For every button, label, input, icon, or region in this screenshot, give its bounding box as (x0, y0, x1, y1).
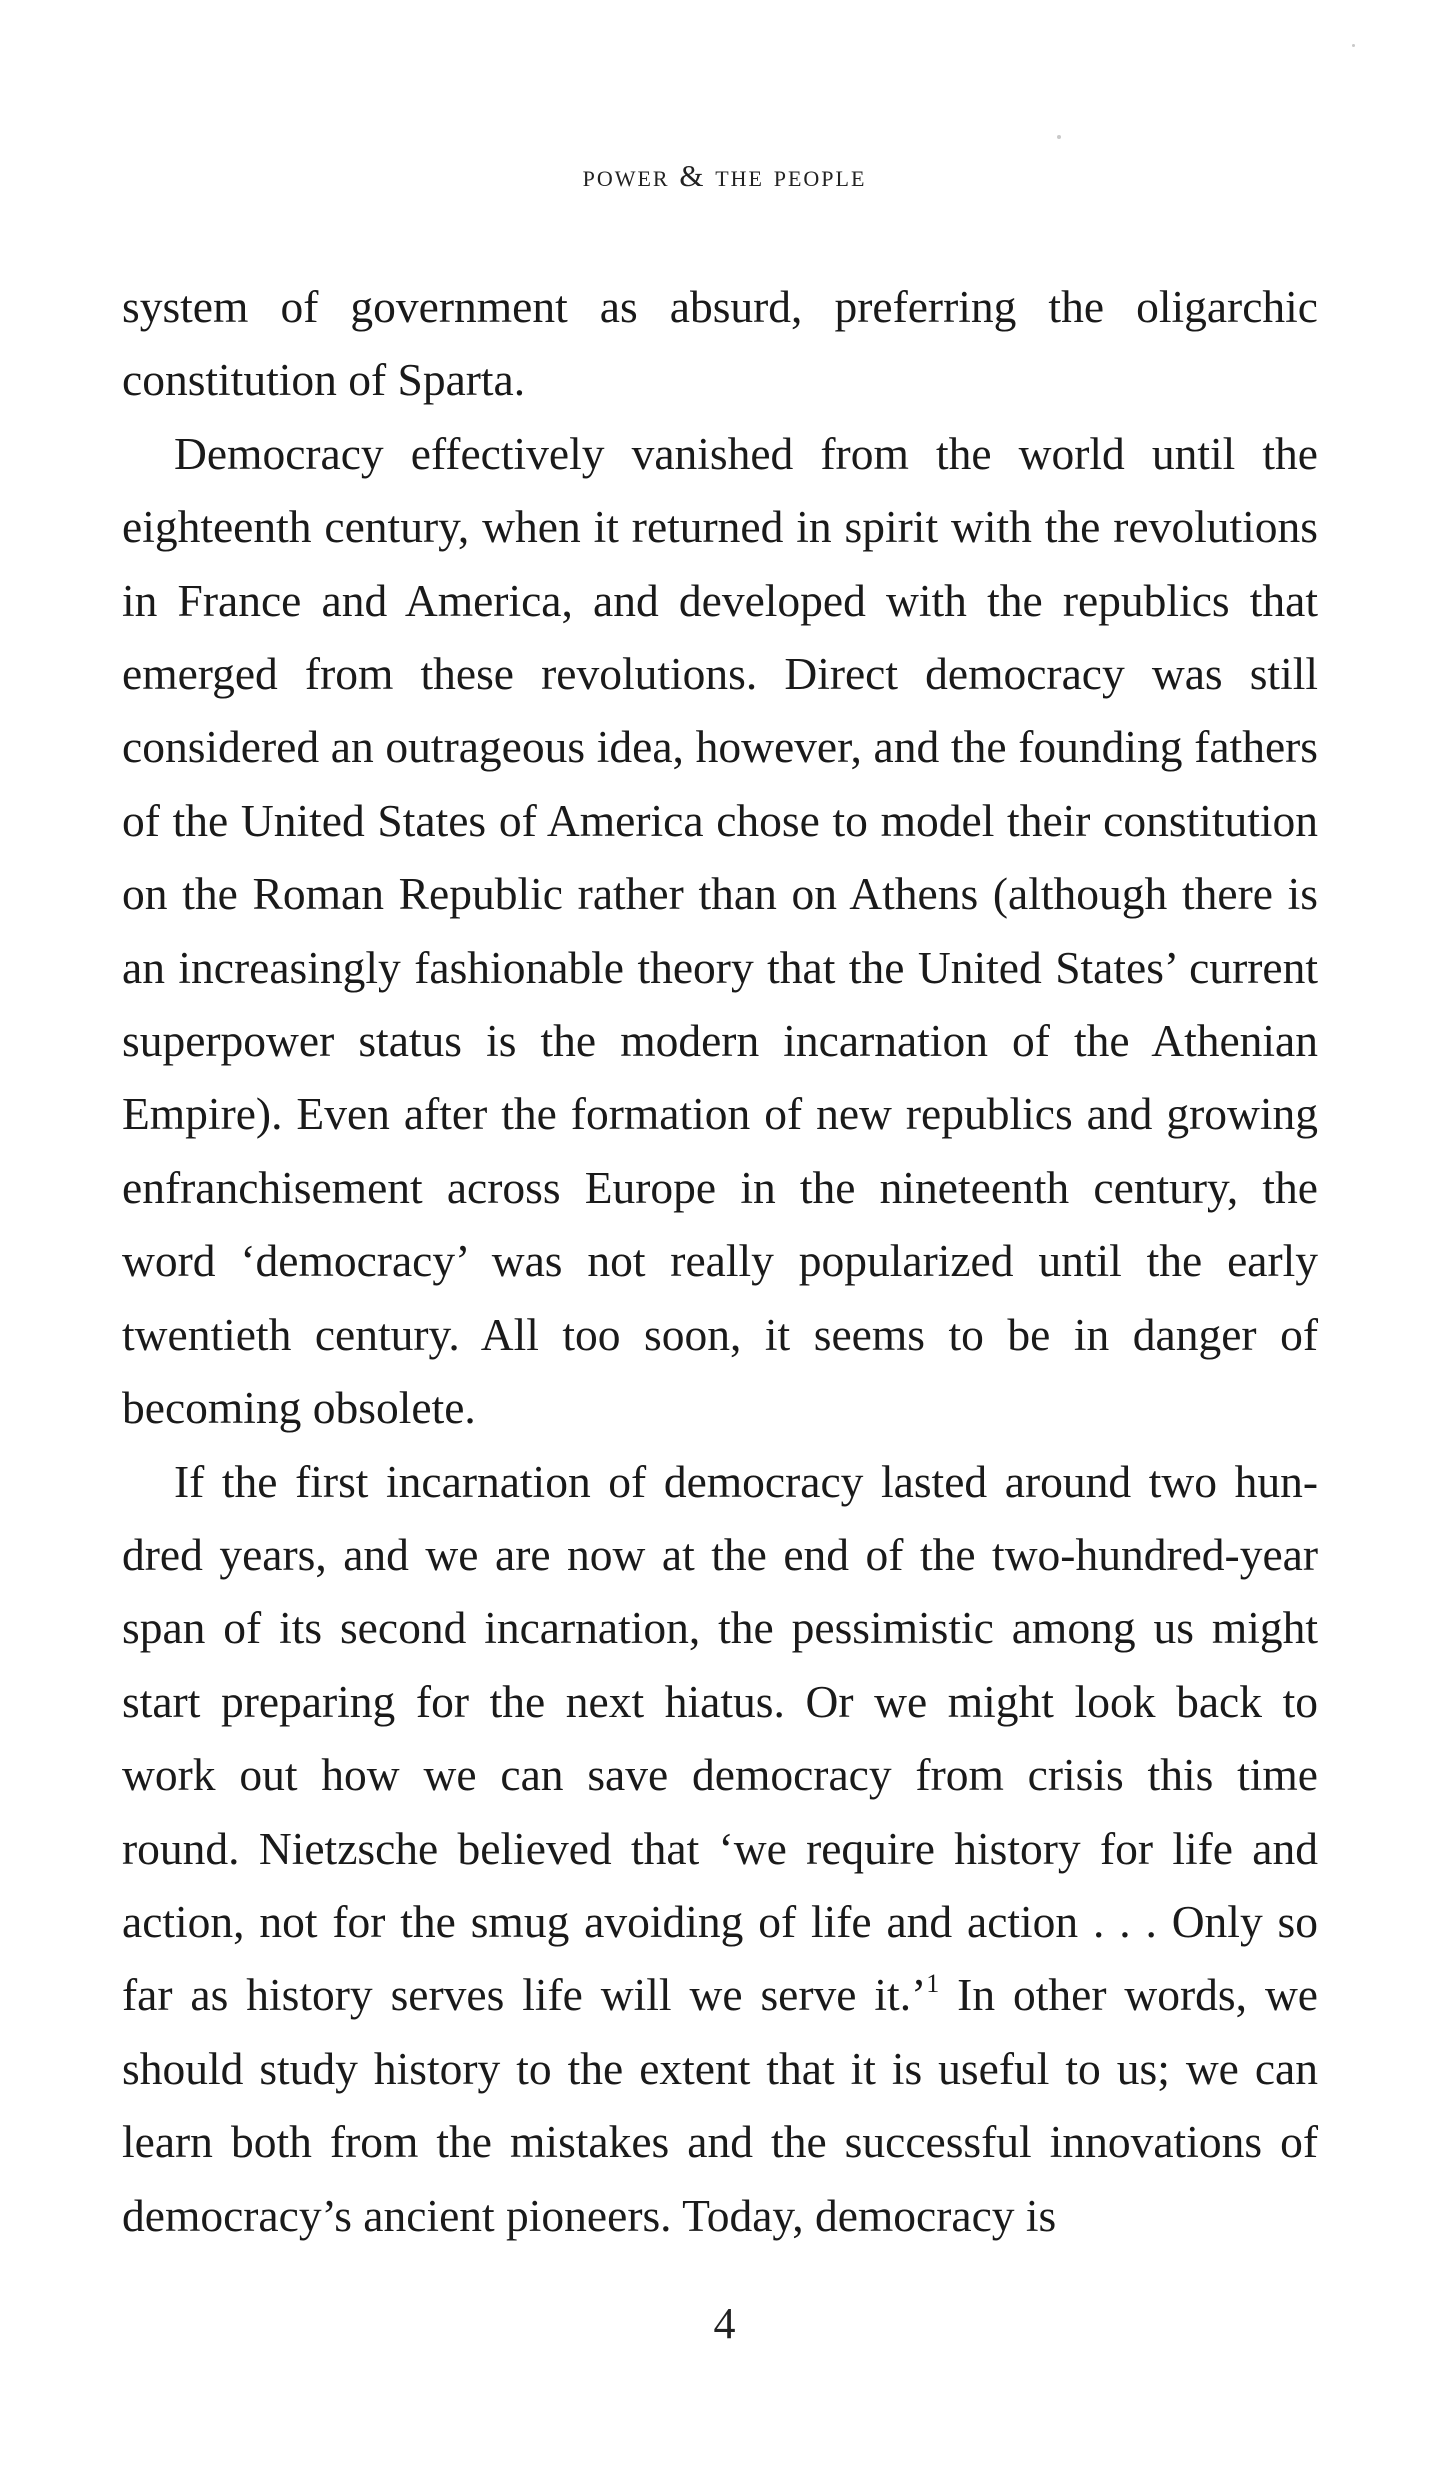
paragraph-continued: system of government as absurd, preferring the oligarchic constitution of Sparta. (122, 281, 1318, 406)
paper-speck (1057, 135, 1061, 139)
running-head: power & the people (582, 158, 867, 193)
paper-speck (1352, 44, 1355, 47)
body-text (122, 270, 1318, 2252)
footnote-reference[interactable]: 1 (926, 1969, 940, 1999)
paragraph-text-before-note: If the first incarnation of democracy lasted around two hundred years, and we are now at the end of the two-hundred-year span of its second incarnation, the pessimistic among us might start preparing for the next hiatus. Or we might look back to work out how we can save democracy from crisis this time round. Nietzsche believed that ‘we require history for life and action, not for the smug avoiding of life and action . . . Only so far as history serves life will we serve it.’ (122, 1455, 1318, 2021)
paragraph-first-incarnation (122, 1445, 1318, 2252)
page-number: 4 (713, 2299, 736, 2348)
paragraph-text-after-note: In other words, we should study history to the extent that it is useful to us; we can learn both from the mistakes and the successful innovations of democracy’s ancient pioneers. Today, democracy is (122, 1969, 1318, 2241)
paragraph-democracy-vanished: Democracy effectively vanished from the world until the eighteenth century, when it returned in spirit with the revolutions in France and America, and developed with the republics that emerged from these revolutions. Direct democracy was still considered an outrageous idea, however, and the founding fathers of the United States of America chose to model their constitution on the Roman Republic rather than on Athens (although there is an increasingly fashionable theory that the United States’ current superpower status is the modern incarnation of the Athenian Empire). Even after the formation of new republics and growing enfranchisement across Europe in the nineteenth century, the word ‘democracy’ was not really popularized until the early twentieth century. All too soon, it seems to be in danger of becoming obsolete. (122, 427, 1318, 1434)
